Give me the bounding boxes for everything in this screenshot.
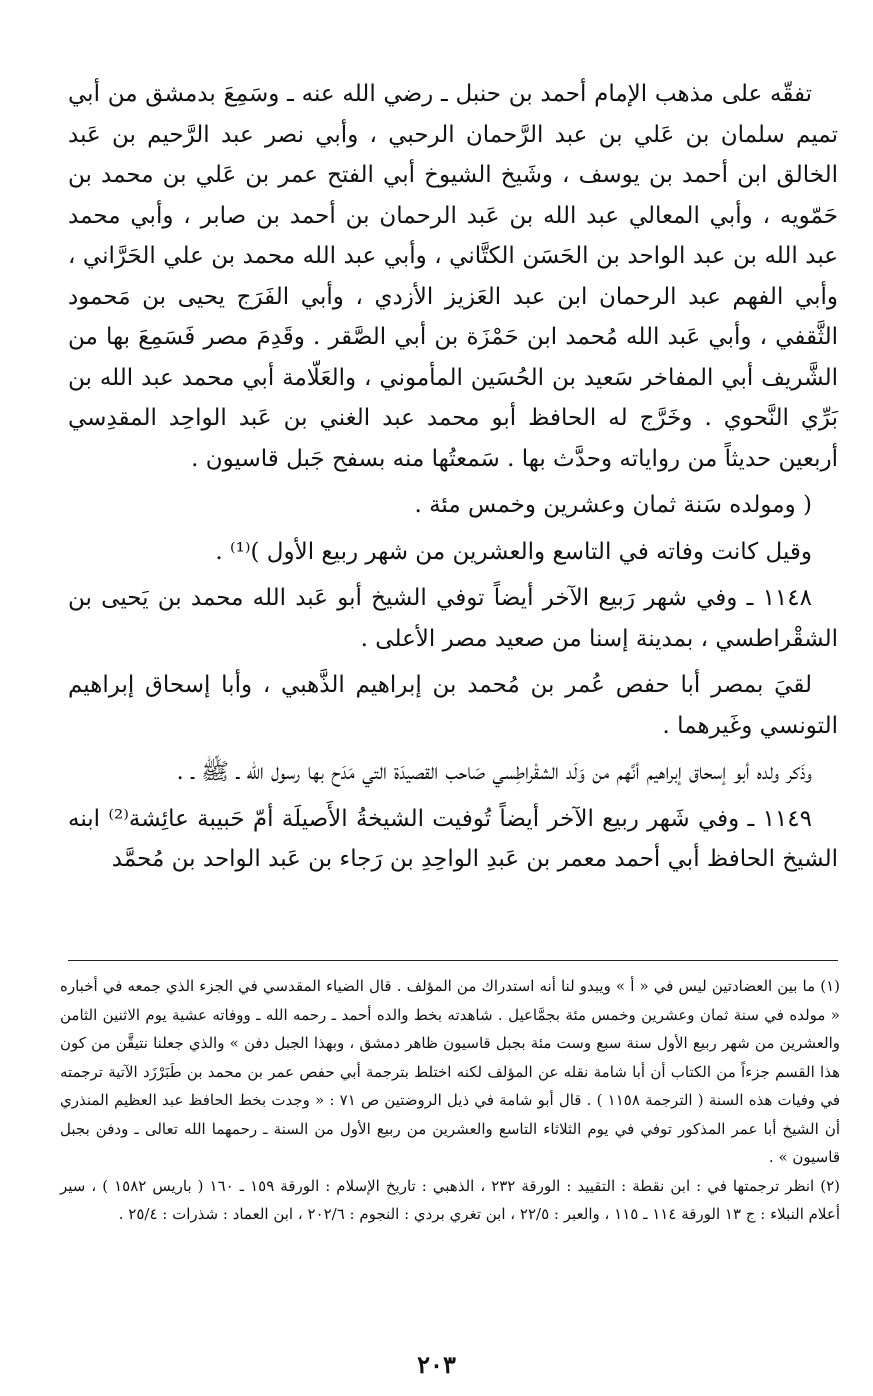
footnotes-block <box>60 972 840 1229</box>
biography-paragraph: تفقّه على مذهب الإمام أحمد بن حنبل ـ رضي الله عنه ـ وسَمِعَ بدمشق من أبي تميم سلمان بن عَلي بن عبد الرَّحمان الرحبي ، وأبي نصر عبد الرَّحيم بن عَبد الخالق ابن أحمد بن يوسف ، وشَيخ الشيوخ أبي الفتح عمر بن عَلي بن محمد بن حَمّويه ، وأبي المعالي عبد الله بن عَبد الرحمان بن أحمد بن صابر ، وأبي محمد عبد الله بن عبد الواحد بن الحَسَن الكتَّاني ، وأبي عبد الله محمد بن علي الحَرَّاني ، وأبي الفهم عبد الرحمان ابن عبد العَزيز الأزدي ، وأبي الفَرَج يحيى بن مَحمود الثَّقفي ، وأبي عَبد الله مُحمد ابن حَمْزَة بن أبي الصَّقر . وقَدِمَ مصر فَسَمِعَ بها من الشَّريف أبي المفاخر سَعيد بن الحُسَين المأموني ، والعَلّامة أبي محمد عبد الله بن بَرِّي النَّحوي . وخَرَّج له الحافظ أبو محمد عبد الغني بن عَبد الواحِد المقدِسي أربعين حديثاً من رواياته وحدَّث بها . سَمعتُها منه بسفح جَبل قاسيون . <box>68 81 838 472</box>
death-note-paragraph: وقيل كانت وفاته في التاسع والعشرين من شهر ربيع الأول )⁽¹⁾ . <box>215 538 812 565</box>
footnote-divider <box>68 960 838 961</box>
entry-1148-paragraph: ١١٤٨ ـ وفي شهر رَبيع الآخر أيضاً توفي الشيخ أبو عَبد الله محمد بن يَحيى بن الشقْراطسي ، بمدينة إسنا من صعيد مصر الأعلى . <box>68 585 838 652</box>
main-text-block <box>68 74 838 880</box>
entry-1149-paragraph: ١١٤٩ ـ وفي شَهر ربيع الآخر أيضاً تُوفيت الشيخةُ الأَصيلَة أمّ حَبيبة عائِشة⁽²⁾ ابنه الشيخ الحافظ أبي أحمد معمر بن عَبدِ الواحِدِ بن رَجاء بن عَبد الواحد بن مُحمَّد <box>68 805 838 872</box>
entry-1148-teachers-paragraph: لقيَ بمصر أبا حفص عُمر بن مُحمد بن إبراهيم الذَّهبي ، وأبا إسحاق إبراهيم التونسي وغَيرهما . <box>68 672 838 739</box>
birth-note-paragraph: ( ومولده سَنة ثمان وعشرين وخمس مئة . <box>414 492 812 518</box>
footnote-1: (١) ما بين العضادتين ليس في « أ » ويبدو لنا أنه استدراك من المؤلف . قال الضياء المقدسي في الجزء الذي جمعه في أخباره « مولده في سنة ثمان وعشرين وخمس مئة بجمَّاعيل . شاهدته بخط والده أحمد ـ رحمه الله ـ ووفاته عشية يوم الاثنين الثامن والعشرين من شهر ربيع الأول سنة سبع وست مئة بجبل قاسيون ظاهر دمشق ، وبهذا الجبل دفن » والذي جعلنا نتيقَّن من كون هذا القسم جزءاً من الكتاب أن أبا شامة نقله عن المؤلف لكنه اختلط بترجمة أبي حفص عمر بن محمد بن طَبَرْزَد الآتية ترجمته في وفيات هذه السنة ( الترجمة ١١٥٨ ) . قال أبو شامة في ذيل الروضتين ص ٧١ : « وجدت بخط الحافظ عبد العظيم المنذري أن الشيخ أبا عمر المذكور توفي في يوم الثلاثاء التاسع والعشرين من ربيع الأول من السنة ـ رحمهما الله تعالى ـ ودفن بجبل قاسيون » . <box>60 977 841 1166</box>
footnote-2: (٢) انظر ترجمتها في : ابن نقطة : التقييد : الورقة ٢٣٢ ، الذهبي : تاريخ الإسلام : الورقة ١٥٩ ـ ١٦٠ ( باريس ١٥٨٢ ) ، سير أعلام النبلاء : ج ١٣ الورقة ١١٤ ـ ١١٥ ، والعبر : ٢٢/٥ ، ابن تغري بردي : النجوم : ٢٠٢/٦ ، ابن العماد : شذرات : ٢٥/٤ . <box>60 1176 840 1223</box>
entry-1148-lineage-paragraph: وذَكر ولده أبو إسحاق إبراهيم أنَّهم من وَلَد الشقْراطِسي صَاحب القصيدَة التي مَدَح بها رسول الله ـ ﷺ ـ . <box>176 759 812 785</box>
page-number: ٢٠٣ <box>417 1350 456 1379</box>
